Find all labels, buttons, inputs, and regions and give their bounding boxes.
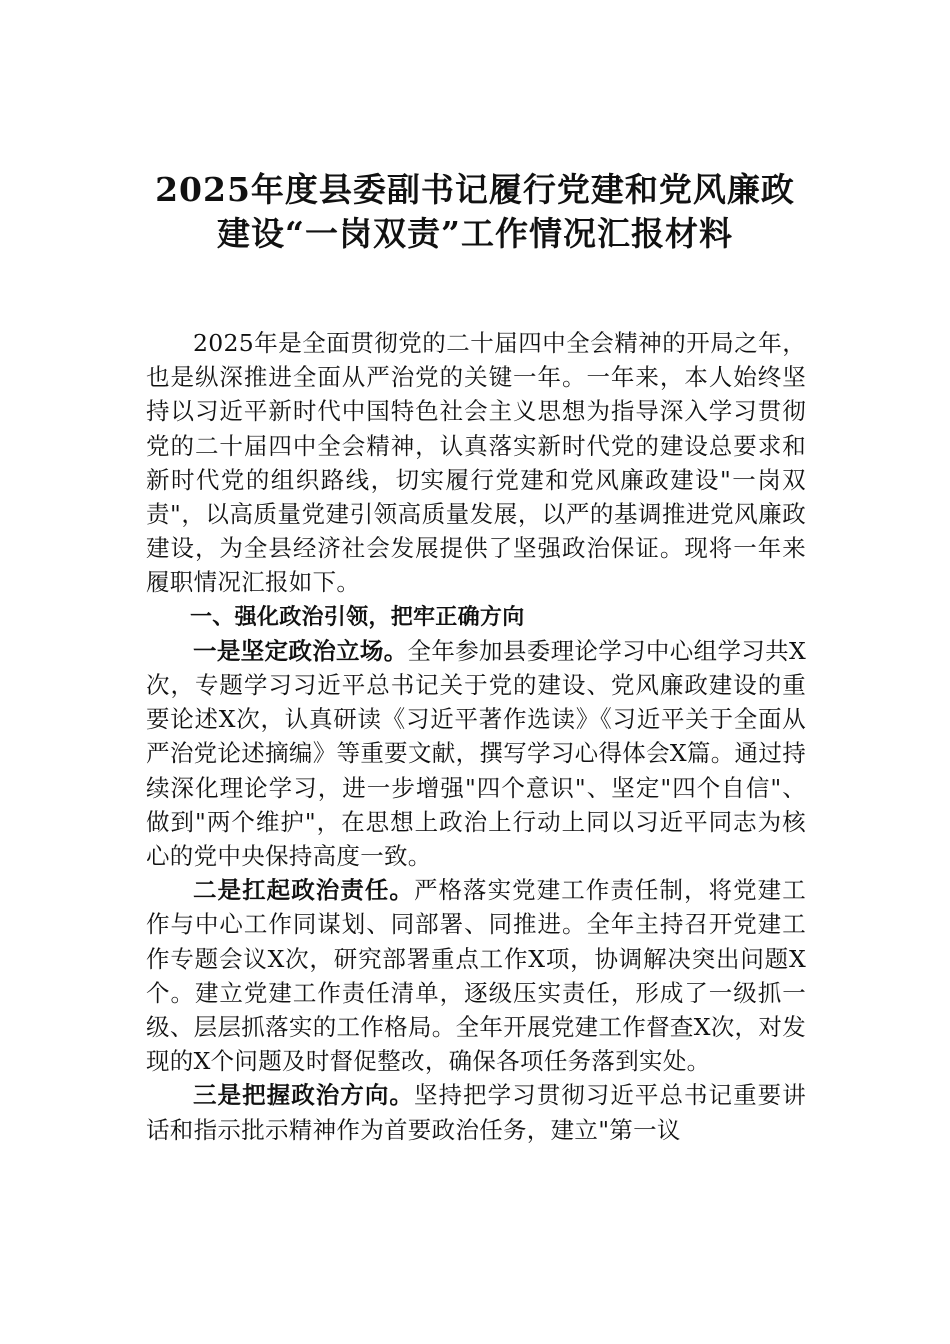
intro-paragraph: 2025年是全面贯彻党的二十届四中全会精神的开局之年，也是纵深推进全面从严治党的关键一年。一年来，本人始终坚持以习近平新时代中国特色社会主义思想为指导深入学习贯彻党的二十届四中全会精神，认真落实新时代党的建设总要求和新时代党的组织路线，切实履行党建和党风廉政建设"一岗双责"，以高质量党建引领高质量发展，以严的基调推进党风廉政建设，为全县经济社会发展提供了坚强政治保证。现将一年来履职情况汇报如下。	[146, 329, 806, 597]
paragraph-3-text: 坚持把学习贯彻习近平总书记重要讲话和指示批示精神作为首要政治任务，建立"第一议	[146, 1081, 806, 1144]
paragraph-2-text: 严格落实党建工作责任制，将党建工作与中心工作同谋划、同部署、同推进。全年主持召开党建工作专题会议X次，研究部署重点工作X项，协调解决突出问题X个。建立党建工作责任清单，逐级压实责任，形成了一级抓一级、层层抓落实的工作格局。全年开展党建工作督查X次，对发现的X个问题及时督促整改，确保各项任务落到实处。	[146, 876, 806, 1076]
paragraph-3-lead: 三是把握政治方向。	[193, 1081, 414, 1110]
paragraph-1-lead: 一是坚定政治立场。	[193, 636, 408, 665]
section-heading-1: 一、强化政治引领，把牢正确方向	[190, 603, 525, 630]
document-title-line-2: 建设“一岗双责”工作情况汇报材料	[217, 214, 733, 253]
paragraph-1	[146, 634, 806, 873]
paragraph-2	[146, 873, 806, 1078]
document-body	[146, 326, 806, 1147]
paragraph-1-text: 全年参加县委理论学习中心组学习共X次，专题学习习近平总书记关于党的建设、党风廉政建设的重要论述X次，认真研读《习近平著作选读》《习近平关于全面从严治党论述摘编》等重要文献，撰写学习心得体会X篇。通过持续深化理论学习，进一步增强"四个意识"、坚定"四个自信"、做到"两个维护"，在思想上政治上行动上同以习近平同志为核心的党中央保持高度一致。	[146, 636, 806, 871]
document-title-line-1: 2025年度县委副书记履行党建和党风廉政	[155, 170, 795, 209]
paragraph-3	[146, 1078, 806, 1146]
paragraph-2-lead: 二是扛起政治责任。	[193, 876, 414, 905]
